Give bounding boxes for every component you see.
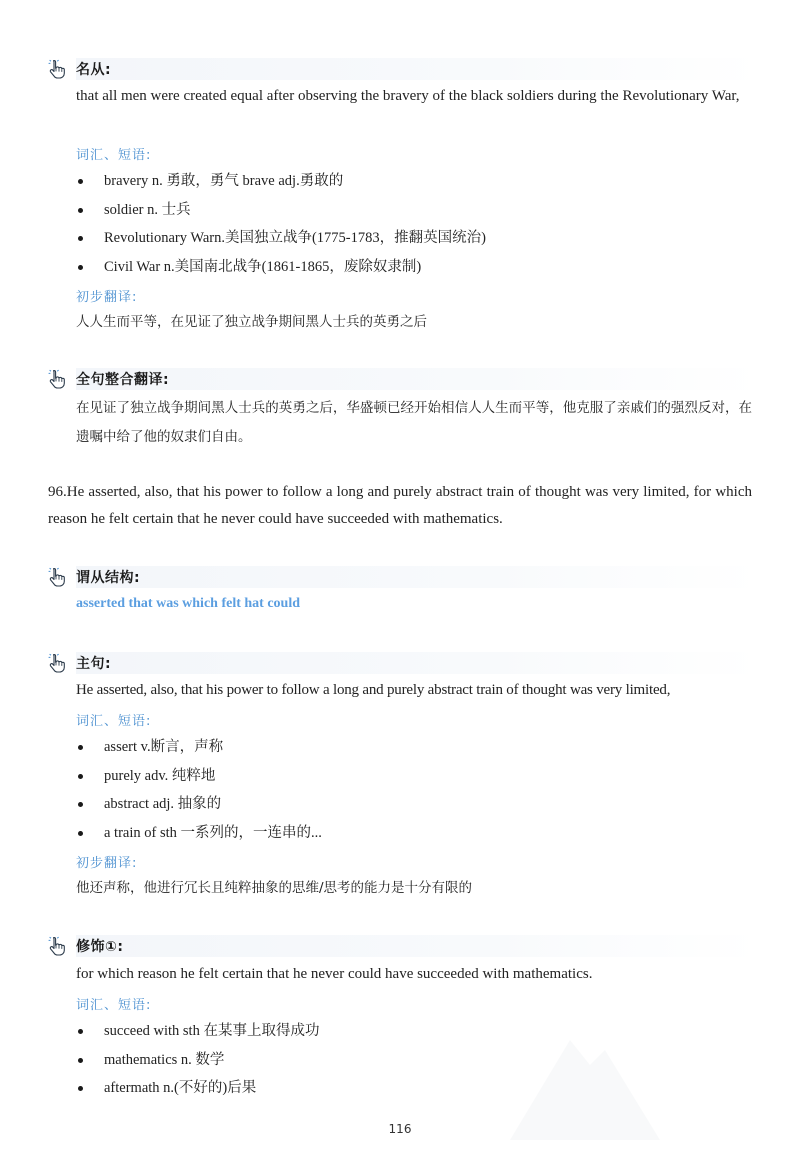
list-item: soldier n. 士兵 — [76, 196, 486, 225]
question-96-text: 96.He asserted, also, that his power to follow a long and purely abstract train of thought was very limited, for which reason he felt certain that he never could have succeeded with mathematics. — [48, 484, 752, 527]
bullet-dot — [78, 802, 83, 807]
bullet-dot — [78, 831, 83, 836]
section-heading-label: 名从: — [76, 62, 112, 78]
draft-translation-text: 人人生而平等，在见证了独立战争期间黑人士兵的英勇之后 — [76, 314, 427, 330]
bullet-dot — [78, 179, 83, 184]
list-item: purely adv. 纯粹地 — [76, 762, 322, 791]
bullet-dot — [78, 265, 83, 270]
modifier-clause-text: for which reason he felt certain that he never could have succeeded with mathematics. — [76, 966, 593, 982]
vocab-list — [76, 167, 486, 281]
main-clause-text: He asserted, also, that his power to follow a long and purely abstract train of thought was very limited, — [76, 682, 671, 698]
list-item: assert v.断言，声称 — [76, 733, 322, 762]
heading-band — [76, 368, 760, 390]
full-translation-text: 在见证了独立战争期间黑人士兵的英勇之后，华盛顿已经开始相信人人生而平等，他克服了亲戚们的强烈反对，在遗嘱中给了他的奴隶们自由。 — [76, 400, 752, 445]
section-heading-label: 修饰①: — [76, 939, 124, 955]
vocab-list — [76, 1017, 319, 1103]
pointing-hand-icon — [48, 567, 66, 587]
vocab-label: 词汇、短语: — [76, 998, 152, 1013]
vocab-label: 词汇、短语: — [76, 714, 152, 729]
pointing-hand-icon — [48, 369, 66, 389]
bullet-dot — [78, 1086, 83, 1091]
section-heading-full-translation — [48, 367, 169, 391]
section-heading-noun-clause — [48, 57, 111, 81]
pointing-hand-icon — [48, 59, 66, 79]
list-item: a train of sth 一系列的，一连串的... — [76, 819, 322, 848]
list-item: Revolutionary Warn.美国独立战争(1775-1783，推翻英国统治) — [76, 224, 486, 253]
bullet-dot — [78, 745, 83, 750]
vocab-list — [76, 733, 322, 847]
heading-band — [76, 566, 760, 588]
draft-translation-label: 初步翻译: — [76, 290, 138, 305]
list-item: bravery n. 勇敢，勇气 brave adj.勇敢的 — [76, 167, 486, 196]
list-item: mathematics n. 数学 — [76, 1046, 319, 1075]
noun-clause-text: that all men were created equal after observing the bravery of the black soldiers during the Revolutionary War, — [76, 88, 740, 104]
vocab-label: 词汇、短语: — [76, 148, 152, 163]
pointing-hand-icon — [48, 653, 66, 673]
structure-words: asserted that was which felt hat could — [76, 596, 300, 611]
section-heading-main-clause — [48, 651, 111, 675]
heading-band — [76, 935, 760, 957]
bullet-dot — [78, 1029, 83, 1034]
section-heading-label: 主句: — [76, 656, 112, 672]
bullet-dot — [78, 1058, 83, 1063]
draft-translation-label: 初步翻译: — [76, 856, 138, 871]
bullet-dot — [78, 208, 83, 213]
draft-translation-text: 他还声称，他进行冗长且纯粹抽象的思维/思考的能力是十分有限的 — [76, 880, 473, 896]
heading-band — [76, 58, 760, 80]
section-heading-modifier-1 — [48, 934, 123, 958]
page-number: 116 — [388, 1122, 412, 1136]
pointing-hand-icon — [48, 936, 66, 956]
section-heading-label: 全句整合翻译: — [76, 372, 170, 388]
list-item: abstract adj. 抽象的 — [76, 790, 322, 819]
bullet-dot — [78, 236, 83, 241]
bullet-dot — [78, 774, 83, 779]
list-item: aftermath n.(不好的)后果 — [76, 1074, 319, 1103]
list-item: Civil War n.美国南北战争(1861-1865，废除奴隶制) — [76, 253, 486, 282]
section-heading-label: 谓从结构: — [76, 570, 141, 586]
list-item: succeed with sth 在某事上取得成功 — [76, 1017, 319, 1046]
heading-band — [76, 652, 760, 674]
section-heading-predicate-structure — [48, 565, 140, 589]
